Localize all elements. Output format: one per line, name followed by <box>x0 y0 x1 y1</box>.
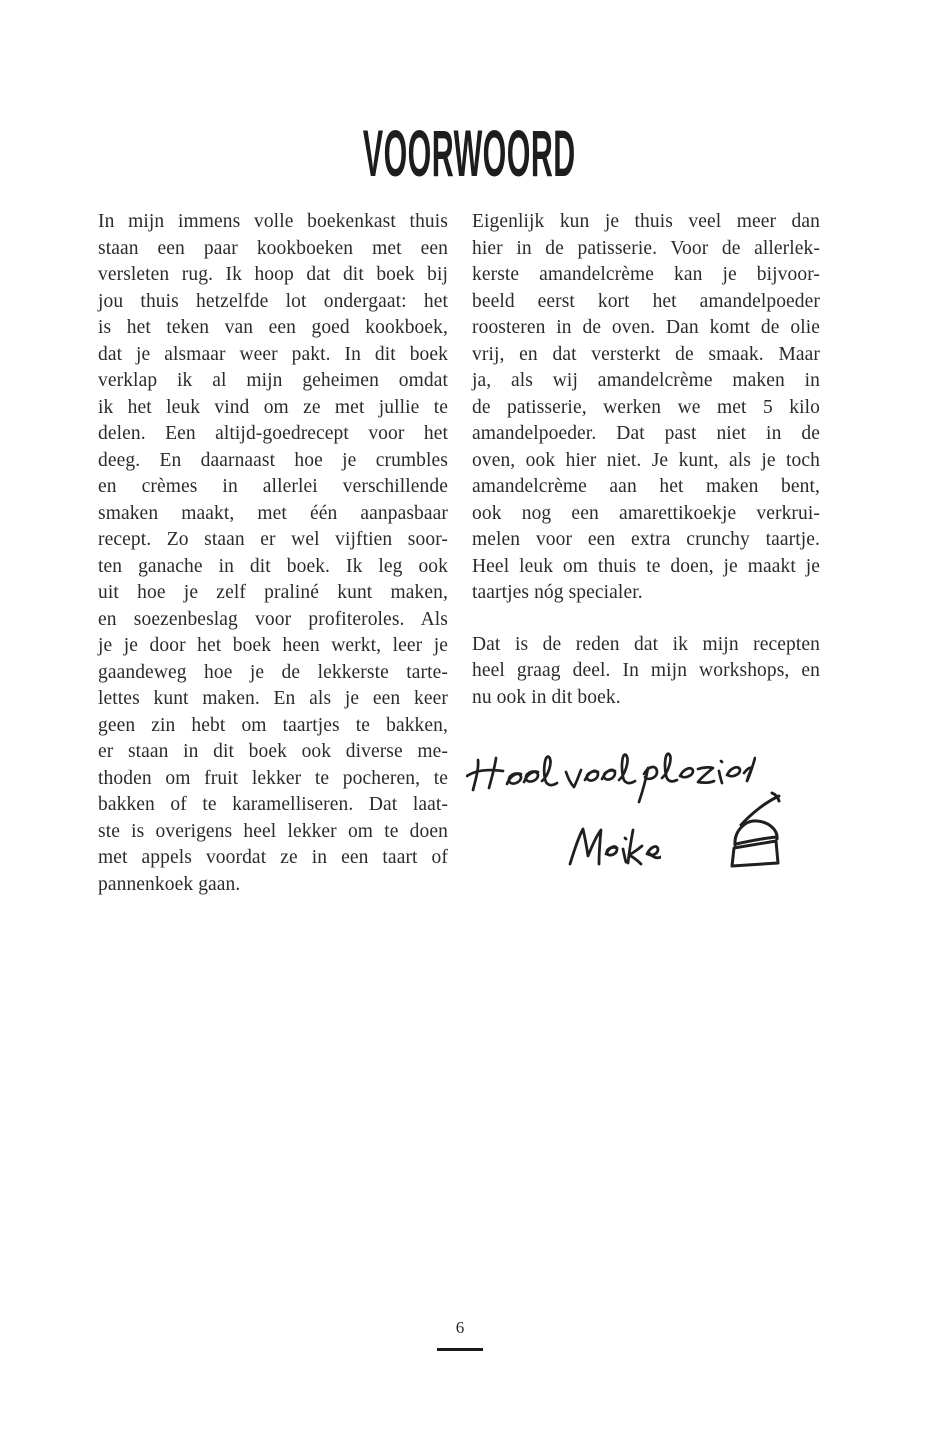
text-line: bakken of te karamelliseren. Dat laat- <box>98 794 448 815</box>
signature-handwriting-line <box>466 750 756 808</box>
text-line: ste is overigens heel lekker om te doen <box>98 820 448 842</box>
text-line: en crèmes in allerlei verschillende <box>98 476 448 497</box>
text-line: je je door het boek heen werkt, leer je <box>98 635 448 656</box>
text-line: lettes kunt maken. En als je een keer <box>98 688 448 709</box>
text-line: dat je alsmaar weer pakt. In dit boek <box>98 343 448 365</box>
text-line: amandelcrème aan het maken bent, <box>472 476 820 497</box>
text-line: delen. Een altijd-goedrecept voor het <box>98 423 448 444</box>
text-line: nu ook in dit boek. <box>472 686 621 708</box>
text-line: Heel leuk om thuis te doen, je maakt je <box>472 555 820 577</box>
text-line: heel graag deel. In mijn workshops, en <box>472 660 820 681</box>
text-line: er staan in dit boek ook diverse me- <box>98 741 448 762</box>
text-line: en soezenbeslag voor profiteroles. Als <box>98 608 448 630</box>
text-line: ten ganache in dit boek. Ik leg ook <box>98 555 448 577</box>
text-line: melen voor een extra crunchy taartje. <box>472 529 820 550</box>
paragraph <box>472 632 820 712</box>
text-column-left <box>98 209 448 898</box>
text-line: In mijn immens volle boekenkast thuis <box>98 211 448 232</box>
text-line: verklap ik al mijn geheimen omdat <box>98 370 448 391</box>
paragraph <box>472 209 820 607</box>
text-line: gaandeweg hoe je de lekkerste tarte- <box>98 661 448 683</box>
text-line: ja, als wij amandelcrème maken in <box>472 370 820 391</box>
text-line: Dat is de reden dat ik mijn recepten <box>472 633 820 655</box>
text-line: thoden om fruit lekker te pocheren, te <box>98 767 448 789</box>
text-line: kerste amandelcrème kan je bijvoor- <box>472 264 820 285</box>
text-line: amandelpoeder. Dat past niet in de <box>472 423 820 444</box>
page-number: 6 <box>455 1318 465 1337</box>
text-line: hier in de patisserie. Voor de allerlek- <box>472 237 820 259</box>
text-line: ook nog een amarettikoekje verkrui- <box>472 502 820 524</box>
text-line: roosteren in de oven. Dan komt de olie <box>472 317 820 338</box>
cupcake-doodle-icon <box>722 788 794 888</box>
text-line: is het teken van een goed kookboek, <box>98 317 448 338</box>
text-line: ik het leuk vind om ze met jullie te <box>98 396 448 418</box>
text-line: oven, ook hier niet. Je kunt, als je toch <box>472 449 820 471</box>
text-line: beeld eerst kort het amandelpoeder <box>472 290 820 312</box>
paragraph <box>98 209 448 898</box>
signature-block <box>466 742 806 892</box>
text-line: met appels voordat ze in een taart of <box>98 847 448 868</box>
text-line: jou thuis hetzelfde lot ondergaat: het <box>98 290 448 312</box>
page-title-wrap <box>0 118 938 188</box>
page-footer <box>98 1318 822 1356</box>
text-line: versleten rug. Ik hoop dat dit boek bij <box>98 264 448 285</box>
page-number-rule <box>437 1348 483 1351</box>
text-line: Eigenlijk kun je thuis veel meer dan <box>472 211 820 232</box>
text-line: de patisserie, werken we met 5 kilo <box>472 396 820 418</box>
text-line: recept. Zo staan er wel vijftien soor- <box>98 529 448 550</box>
text-line: staan een paar kookboeken met een <box>98 237 448 259</box>
page-title: VOORWOORD <box>362 116 576 190</box>
text-line: smaken maakt, met één aanpasbaar <box>98 502 448 524</box>
text-line: uit hoe je zelf praliné kunt maken, <box>98 582 448 603</box>
text-line: pannenkoek gaan. <box>98 873 241 895</box>
text-line: deeg. En daarnaast hoe je crumbles <box>98 449 448 471</box>
signature-name-handwriting <box>565 823 661 873</box>
text-line: geen zin hebt om taartjes te bakken, <box>98 714 448 736</box>
text-column-right <box>472 209 820 711</box>
text-line: vrij, en dat versterkt de smaak. Maar <box>472 343 820 365</box>
text-line: taartjes nóg specialer. <box>472 582 643 603</box>
